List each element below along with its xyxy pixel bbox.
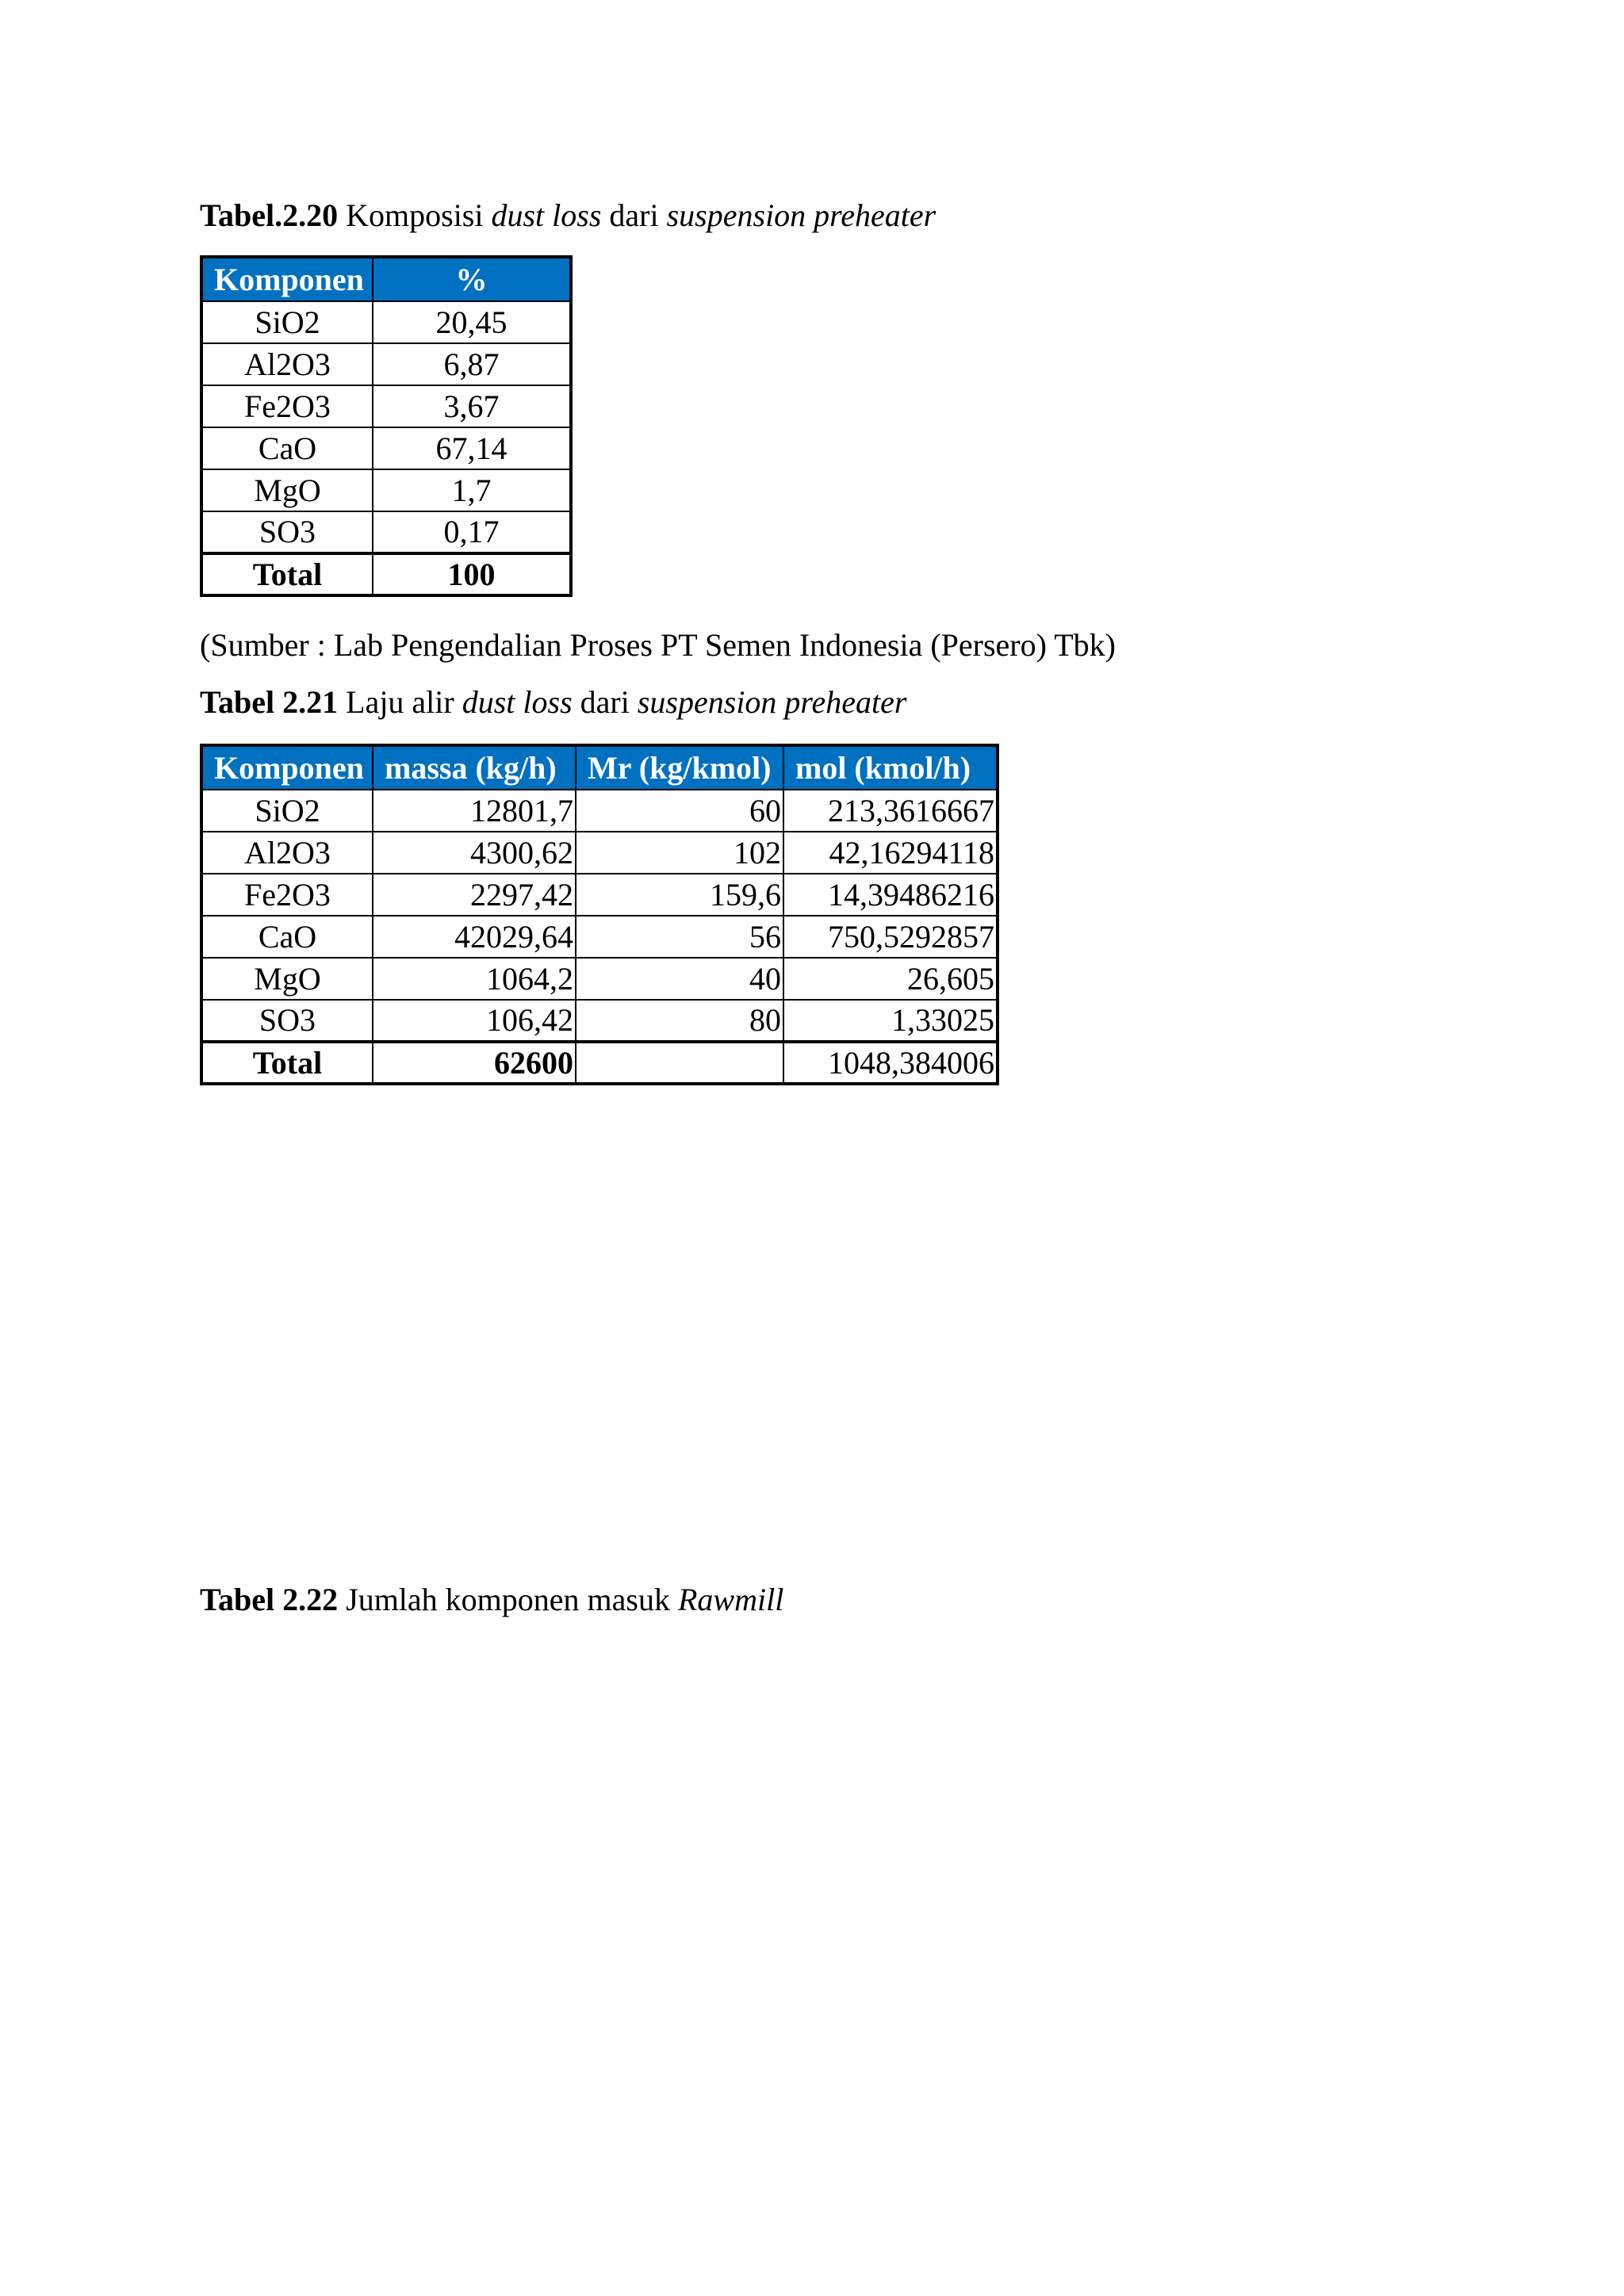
- percent-cell: 0,17: [373, 511, 571, 553]
- table-2-21-caption: [200, 683, 906, 721]
- table-row: [201, 1000, 998, 1042]
- table-row: [201, 958, 998, 1000]
- table-row: [201, 790, 998, 832]
- mol-cell: 750,5292857: [783, 916, 998, 958]
- total-mr: [576, 1042, 783, 1084]
- caption-label: Tabel.2.20: [200, 197, 339, 233]
- table-header-row: [201, 257, 571, 301]
- percent-cell: 20,45: [373, 301, 571, 343]
- caption-label: Tabel 2.22: [200, 1582, 339, 1617]
- mr-cell: 40: [576, 958, 783, 1000]
- table-2-22-caption: [200, 1581, 783, 1619]
- mass-cell: 4300,62: [373, 832, 576, 874]
- mass-cell: 1064,2: [373, 958, 576, 1000]
- caption-text: dari: [572, 684, 638, 720]
- percent-cell: 67,14: [373, 427, 571, 469]
- mr-cell: 56: [576, 916, 783, 958]
- caption-italic: suspension preheater: [637, 684, 907, 720]
- total-value: 100: [373, 553, 571, 595]
- component-cell: MgO: [201, 958, 373, 1000]
- caption-text: Komposisi: [338, 197, 492, 233]
- column-header: mol (kmol/h): [783, 745, 998, 790]
- column-header: %: [373, 257, 571, 301]
- table-row: [201, 301, 571, 343]
- percent-cell: 6,87: [373, 343, 571, 385]
- total-row: [201, 553, 571, 595]
- component-cell: SiO2: [201, 301, 373, 343]
- caption-text: dari: [601, 197, 667, 233]
- column-header: Mr (kg/kmol): [576, 745, 783, 790]
- caption-text: Laju alir: [338, 684, 462, 720]
- column-header: Komponen: [201, 257, 373, 301]
- total-row: [201, 1042, 998, 1084]
- mass-cell: 12801,7: [373, 790, 576, 832]
- total-label: Total: [201, 553, 373, 595]
- mass-cell: 106,42: [373, 1000, 576, 1042]
- source-note: (Sumber : Lab Pengendalian Proses PT Semen Indonesia (Persero) Tbk): [200, 627, 1116, 663]
- table-row: [201, 385, 571, 427]
- percent-cell: 1,7: [373, 469, 571, 511]
- component-cell: CaO: [201, 427, 373, 469]
- mr-cell: 60: [576, 790, 783, 832]
- flow-rate-table: [200, 744, 999, 1085]
- table-2-20-caption: [200, 197, 936, 235]
- percent-cell: 3,67: [373, 385, 571, 427]
- component-cell: CaO: [201, 916, 373, 958]
- total-mass: 62600: [373, 1042, 576, 1084]
- component-cell: Al2O3: [201, 832, 373, 874]
- mol-cell: 42,16294118: [783, 832, 998, 874]
- mol-cell: 213,3616667: [783, 790, 998, 832]
- mr-cell: 80: [576, 1000, 783, 1042]
- table-row: [201, 343, 571, 385]
- caption-italic: suspension preheater: [666, 197, 936, 233]
- mr-cell: 159,6: [576, 874, 783, 916]
- column-header: Komponen: [201, 745, 373, 790]
- table-row: [201, 874, 998, 916]
- caption-label: Tabel 2.21: [200, 684, 339, 720]
- mol-cell: 1,33025: [783, 1000, 998, 1042]
- table-row: [201, 832, 998, 874]
- table-row: [201, 427, 571, 469]
- total-mol: 1048,384006: [783, 1042, 998, 1084]
- composition-table: [200, 255, 573, 597]
- mol-cell: 26,605: [783, 958, 998, 1000]
- component-cell: Fe2O3: [201, 385, 373, 427]
- caption-italic: dust loss: [462, 684, 573, 720]
- table-row: [201, 916, 998, 958]
- table-row: [201, 511, 571, 553]
- table-row: [201, 469, 571, 511]
- component-cell: SiO2: [201, 790, 373, 832]
- component-cell: MgO: [201, 469, 373, 511]
- mr-cell: 102: [576, 832, 783, 874]
- table-header-row: [201, 745, 998, 790]
- mass-cell: 42029,64: [373, 916, 576, 958]
- mass-cell: 2297,42: [373, 874, 576, 916]
- component-cell: Fe2O3: [201, 874, 373, 916]
- caption-text: Jumlah komponen masuk: [338, 1582, 678, 1617]
- caption-italic: Rawmill: [677, 1582, 784, 1617]
- component-cell: Al2O3: [201, 343, 373, 385]
- total-label: Total: [201, 1042, 373, 1084]
- mol-cell: 14,39486216: [783, 874, 998, 916]
- component-cell: SO3: [201, 1000, 373, 1042]
- component-cell: SO3: [201, 511, 373, 553]
- caption-italic: dust loss: [491, 197, 602, 233]
- column-header: massa (kg/h): [373, 745, 576, 790]
